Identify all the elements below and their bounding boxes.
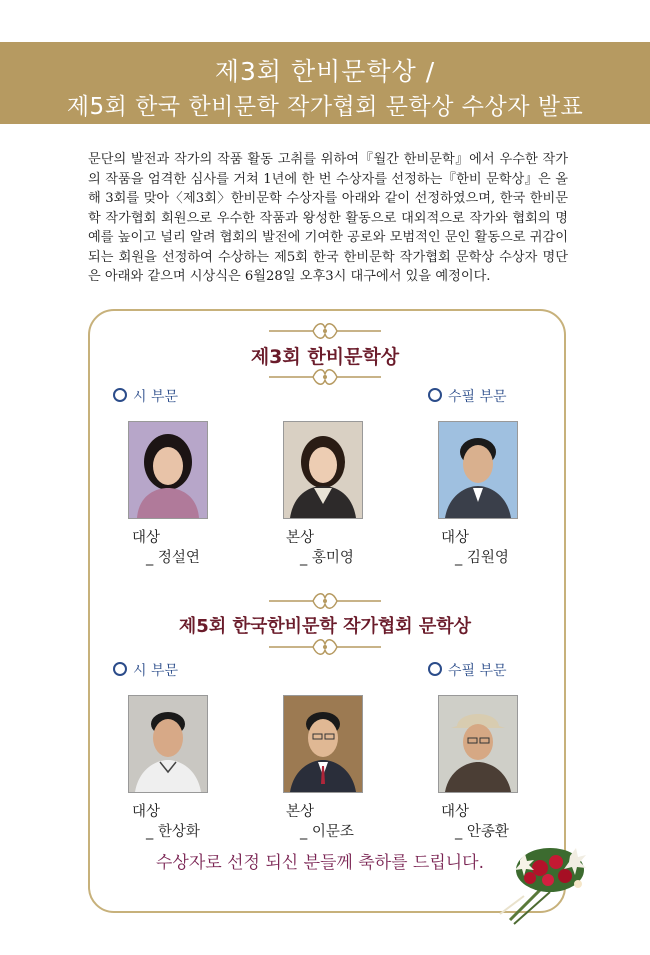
ornament-scroll-icon <box>265 590 385 612</box>
intro-paragraph: 문단의 발전과 작가의 작품 활동 고취를 위하여『월간 한비문학』에서 우수한 작가의 작품을 엄격한 심사를 거쳐 1년에 한 번 수상자를 선정하는『한비 문학상』은 올해 3회를 맞아〈제3회〉한비문학 수상자를 아래와 같이 선정하였으며, 한국 한비문학 작가협회 회원으로 우수한 작품과 왕성한 활동으로 대외적으로 작가와 협회의 명예를 높이고 널리 알려 협회의 발전에 기여한 공로와 모범적인 문인 활동으로 귀감이 되는 회원을 선정하여 수상하는 제5회 한국 한비문학 작가협회 문학상 수상자 명단은 아래와 같으며 시상식은 6월28일 오후3시 대구에서 있을 예정이다. <box>88 152 568 284</box>
winner-name: _ 한상화 <box>146 824 200 840</box>
section2-category-poetry <box>113 660 178 680</box>
section1-title: 제3회 한비문학상 <box>250 346 400 368</box>
winner-photo <box>438 695 518 793</box>
winner-name: _ 정설연 <box>146 550 200 566</box>
circle-bullet-icon <box>428 388 442 402</box>
category-label: 수필 부문 <box>448 389 507 405</box>
section1-category-essay <box>428 386 507 406</box>
winner-name: _ 이문조 <box>300 824 354 840</box>
circle-bullet-icon <box>113 662 127 676</box>
winner-photo <box>283 421 363 519</box>
winner-photo <box>283 695 363 793</box>
award-label: 대상 <box>132 530 161 546</box>
category-label: 수필 부문 <box>448 663 507 679</box>
award-label: 본상 <box>286 530 315 546</box>
winner-photo <box>128 421 208 519</box>
award-label: 대상 <box>132 804 161 820</box>
category-label: 시 부문 <box>133 389 179 405</box>
winner-photo <box>438 421 518 519</box>
header-title-line1: 제3회 한비문학상 / <box>214 57 436 86</box>
circle-bullet-icon <box>113 388 127 402</box>
circle-bullet-icon <box>428 662 442 676</box>
header-banner <box>0 42 650 124</box>
section2-category-essay <box>428 660 507 680</box>
ornament-scroll-icon <box>265 636 385 658</box>
award-label: 대상 <box>441 530 470 546</box>
award-label: 대상 <box>441 804 470 820</box>
category-label: 시 부문 <box>133 663 179 679</box>
header-title-line2: 제5회 한국 한비문학 작가협회 문학상 수상자 발표 <box>66 94 584 120</box>
ornament-scroll-icon <box>265 366 385 388</box>
winner-name: _ 김원영 <box>455 550 509 566</box>
flower-bouquet-icon <box>490 840 600 926</box>
winner-photo <box>128 695 208 793</box>
award-label: 본상 <box>286 804 315 820</box>
winner-name: _ 안종환 <box>455 824 509 840</box>
congratulations-message: 수상자로 선정 되신 분들께 축하를 드립니다. <box>155 853 485 873</box>
winner-name: _ 홍미영 <box>300 550 354 566</box>
ornament-scroll-icon <box>265 320 385 342</box>
section1-category-poetry <box>113 386 178 406</box>
section2-title: 제5회 한국한비문학 작가협회 문학상 <box>178 616 472 637</box>
